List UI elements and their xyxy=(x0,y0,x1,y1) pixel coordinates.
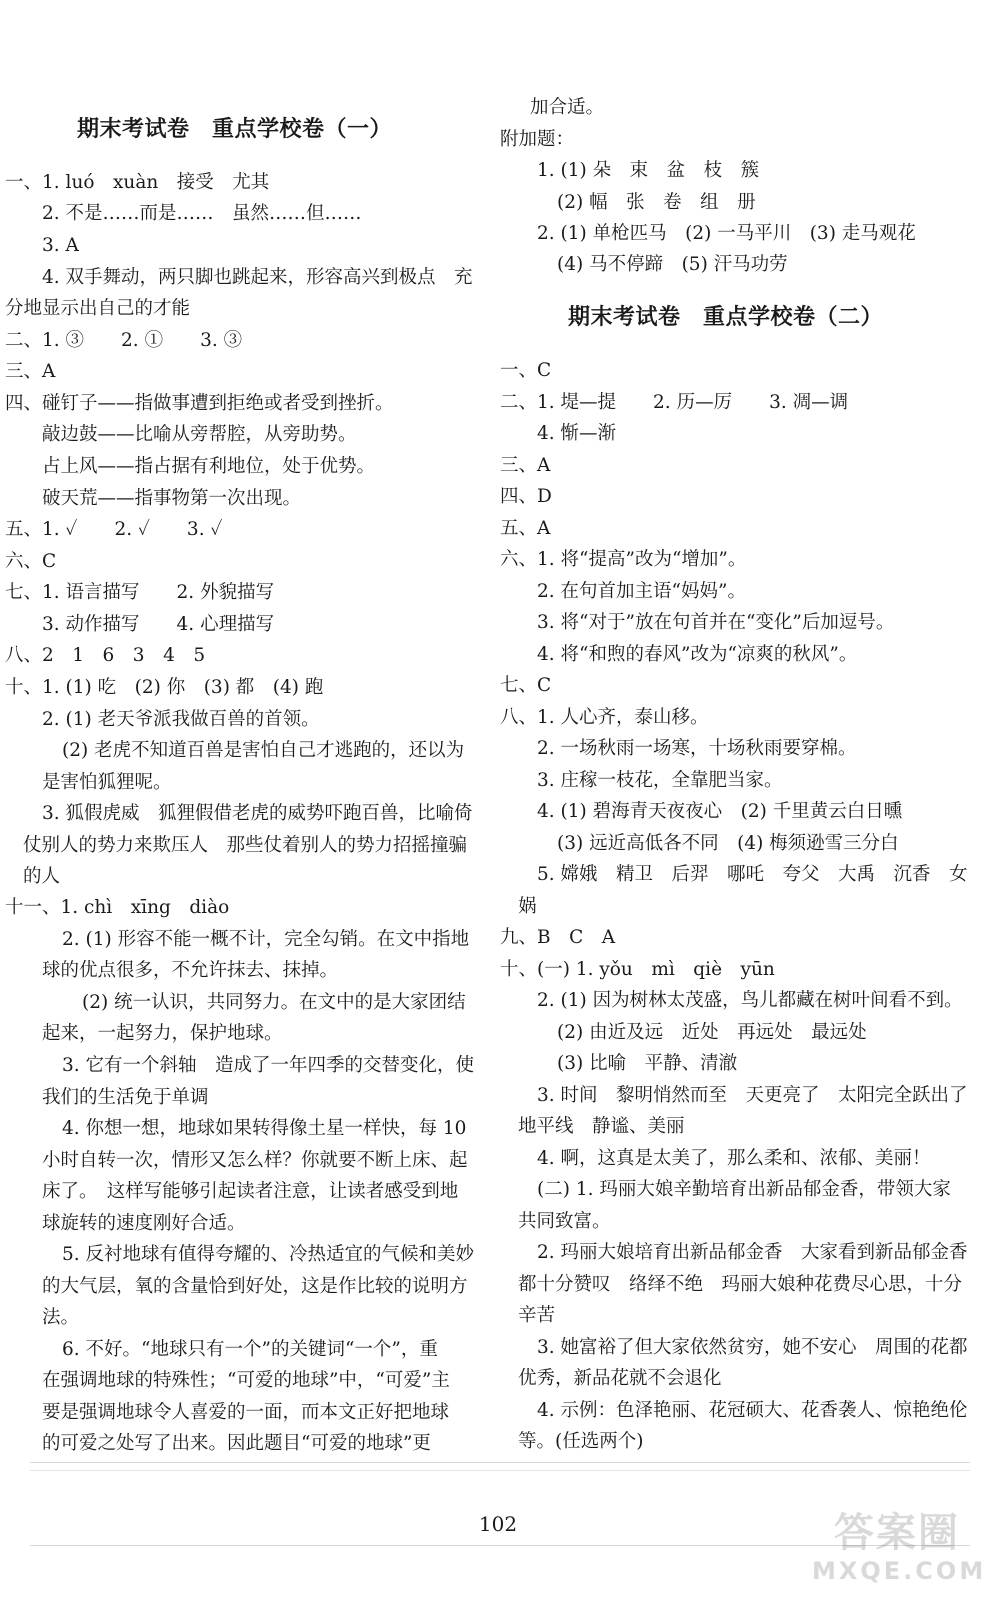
answer-line: 4. 啊，这真是太美了，那么柔和、浓郁、美丽！ xyxy=(537,1148,931,1169)
answer-line: 床了。 这样写能够引起读者注意，让读者感受到地 xyxy=(42,1181,459,1202)
answer-line: 4. 示例：色泽艳丽、花冠硕大、花香袭人、惊艳绝伦 xyxy=(537,1400,968,1421)
answer-line: 八、2 1 6 3 4 5 xyxy=(5,645,206,666)
answer-line: (2) 幅 张 卷 组 册 xyxy=(557,192,756,213)
answer-line: 四、D xyxy=(500,486,552,507)
answer-line: 的大气层，氧的含量恰到好处，这是作比较的说明方 xyxy=(42,1276,468,1297)
answer-line: 3. 它有一个斜轴 造成了一年四季的交替变化，使 xyxy=(62,1055,475,1076)
exam-title-2: 期末考试卷 重点学校卷（二） xyxy=(568,305,884,330)
answer-line: (3) 比喻 平静、清澈 xyxy=(557,1053,738,1074)
answer-line: 5. 嫦娥 精卫 后羿 哪吒 夸父 大禹 沉香 女 xyxy=(537,864,968,885)
answer-line: 占上风——指占据有利地位，处于优势。 xyxy=(42,456,376,477)
answer-line: 小时自转一次，情形又怎么样？你就要不断上床、起 xyxy=(42,1150,468,1171)
answer-line: 2. (1) 老天爷派我做百兽的首领。 xyxy=(42,709,320,730)
answer-line: (2) 统一认识，共同努力。在文中的是大家团结 xyxy=(82,992,466,1013)
answer-line: 4. 你想一想，地球如果转得像土星一样快，每 10 xyxy=(62,1118,467,1139)
answer-line: 仗别人的势力来欺压人 那些仗着别人的势力招摇撞骗 xyxy=(23,835,468,856)
answer-line: 法。 xyxy=(42,1307,80,1328)
exam-title-1: 期末考试卷 重点学校卷（一） xyxy=(77,117,393,142)
answer-line: 七、1. 语言描写 2. 外貌描写 xyxy=(5,582,275,603)
answer-line: 一、C xyxy=(500,360,552,381)
answer-line: 敲边鼓——比喻从旁帮腔，从旁助势。 xyxy=(42,424,357,445)
answer-line: (2) 老虎不知道百兽是害怕自己才逃跑的，还以为 xyxy=(62,740,465,761)
answer-line: 九、B C A xyxy=(500,927,616,948)
answer-line: 是害怕狐狸呢。 xyxy=(42,772,172,793)
answer-line: 共同致富。 xyxy=(518,1211,611,1232)
answer-line: 四、碰钉子——指做事遭到拒绝或者受到挫折。 xyxy=(5,393,394,414)
answer-line: 六、1. 将“提高”改为“增加”。 xyxy=(500,549,747,570)
answer-line: 3. 动作描写 4. 心理描写 xyxy=(42,614,275,635)
answer-line: 附加题： xyxy=(500,129,575,150)
answer-line: 2. 玛丽大娘培育出新品郁金香 大家看到新品郁金香 xyxy=(537,1242,968,1263)
answer-line: 地平线 静谧、美丽 xyxy=(518,1116,685,1137)
answer-line: 4. 双手舞动，两只脚也跳起来，形容高兴到极点 充 xyxy=(42,267,473,288)
answer-line: 八、1. 人心齐，泰山移。 xyxy=(500,707,709,728)
answer-line: 等。(任选两个) xyxy=(518,1431,644,1452)
answer-line: 球的优点很多，不允许抹去、抹掉。 xyxy=(42,960,339,981)
answer-line: 在强调地球的特殊性；“可爱的地球”中，“可爱”主 xyxy=(42,1370,450,1391)
answer-line: 优秀，新品花就不会退化 xyxy=(518,1368,722,1389)
answer-line: 3. A xyxy=(42,235,79,256)
answer-line: 娲 xyxy=(518,896,537,917)
answer-line: (4) 马不停蹄 (5) 汗马功劳 xyxy=(557,254,788,275)
answer-line: 五、A xyxy=(500,518,551,539)
answer-line: 七、C xyxy=(500,675,552,696)
answer-line: 三、A xyxy=(500,455,551,476)
answer-line: 我们的生活免于单调 xyxy=(42,1087,209,1108)
answer-line: 辛苦 xyxy=(518,1305,556,1326)
answer-line: 的人 xyxy=(23,866,61,887)
answer-line: 起来，一起努力，保护地球。 xyxy=(42,1023,283,1044)
watermark-url: MXQE.COM xyxy=(812,1557,987,1585)
answer-line: 1. (1) 朵 束 盆 枝 簇 xyxy=(537,160,760,181)
watermark-text: 答案圈 xyxy=(834,1510,960,1556)
answer-line: 的可爱之处写了出来。因此题目“可爱的地球”更 xyxy=(42,1433,431,1454)
answer-line: (3) 远近高低各不同 (4) 梅须逊雪三分白 xyxy=(557,833,899,854)
answer-line: (二) 1. 玛丽大娘辛勤培育出新品郁金香，带领大家 xyxy=(537,1179,951,1200)
answer-line: 2. 在句首加主语“妈妈”。 xyxy=(537,581,746,602)
answer-line: 一、1. luó xuàn 接受 尤其 xyxy=(5,172,270,193)
answer-line: 十、1. (1) 吃 (2) 你 (3) 都 (4) 跑 xyxy=(5,677,324,698)
answer-line: 2. (1) 形容不能一概不计，完全勾销。在文中指地 xyxy=(62,929,470,950)
answer-line: 3. 时间 黎明悄然而至 天更亮了 太阳完全跃出了 xyxy=(537,1085,968,1106)
answer-line: 三、A xyxy=(5,361,56,382)
answer-line: 4. 将“和煦的春风”改为“凉爽的秋风”。 xyxy=(537,644,858,665)
answer-line: 2. (1) 单枪匹马 (2) 一马平川 (3) 走马观花 xyxy=(537,223,916,244)
answer-line: 3. 她富裕了但大家依然贫穷，她不安心 周围的花都 xyxy=(537,1337,968,1358)
answer-line: 3. 将“对于”放在句首并在“变化”后加逗号。 xyxy=(537,612,895,633)
answer-line: 4. (1) 碧海青天夜夜心 (2) 千里黄云白日曛 xyxy=(537,801,903,822)
answer-line: 3. 庄稼一枝花，全靠肥当家。 xyxy=(537,770,783,791)
answer-line: 2. (1) 因为树林太茂盛，鸟儿都藏在树叶间看不到。 xyxy=(537,990,963,1011)
answer-line: 十一、1. chì xīng diào xyxy=(5,897,230,918)
answer-line: 五、1. ✓ 2. ✓ 3. ✓ xyxy=(5,519,223,540)
answer-line: 2. 不是……而是…… 虽然……但…… xyxy=(42,203,362,224)
answer-line: (2) 由近及远 近处 再远处 最远处 xyxy=(557,1022,867,1043)
answer-line: 球旋转的速度刚好合适。 xyxy=(42,1213,246,1234)
answer-line: 二、1. ③ 2. ① 3. ③ xyxy=(5,330,243,351)
answer-line: 5. 反衬地球有值得夸耀的、冷热适宜的气候和美妙 xyxy=(62,1244,475,1265)
divider xyxy=(30,1470,970,1471)
answer-line: 六、C xyxy=(5,551,57,572)
divider xyxy=(30,1462,970,1463)
answer-line: 加合适。 xyxy=(530,97,605,118)
answer-line: 6. 不好。“地球只有一个”的关键词“一个”，重 xyxy=(62,1339,438,1360)
answer-line: 十、(一) 1. yǒu mì qiè yūn xyxy=(500,959,775,980)
answer-line: 破天荒——指事物第一次出现。 xyxy=(42,488,302,509)
answer-line: 二、1. 堤—提 2. 历—厉 3. 凋—调 xyxy=(500,392,849,413)
answer-line: 3. 狐假虎威 狐狸假借老虎的威势吓跑百兽，比喻倚 xyxy=(42,803,473,824)
answer-line: 都十分赞叹 络绎不绝 玛丽大娘种花费尽心思，十分 xyxy=(518,1274,963,1295)
answer-line: 要是强调地球令人喜爱的一面，而本文正好把地球 xyxy=(42,1402,450,1423)
answer-line: 4. 惭—渐 xyxy=(537,423,617,444)
answer-line: 分地显示出自己的才能 xyxy=(5,298,191,319)
answer-line: 2. 一场秋雨一场寒，十场秋雨要穿棉。 xyxy=(537,738,857,759)
page-number: 102 xyxy=(478,1512,518,1536)
watermark-logo xyxy=(812,1510,987,1592)
